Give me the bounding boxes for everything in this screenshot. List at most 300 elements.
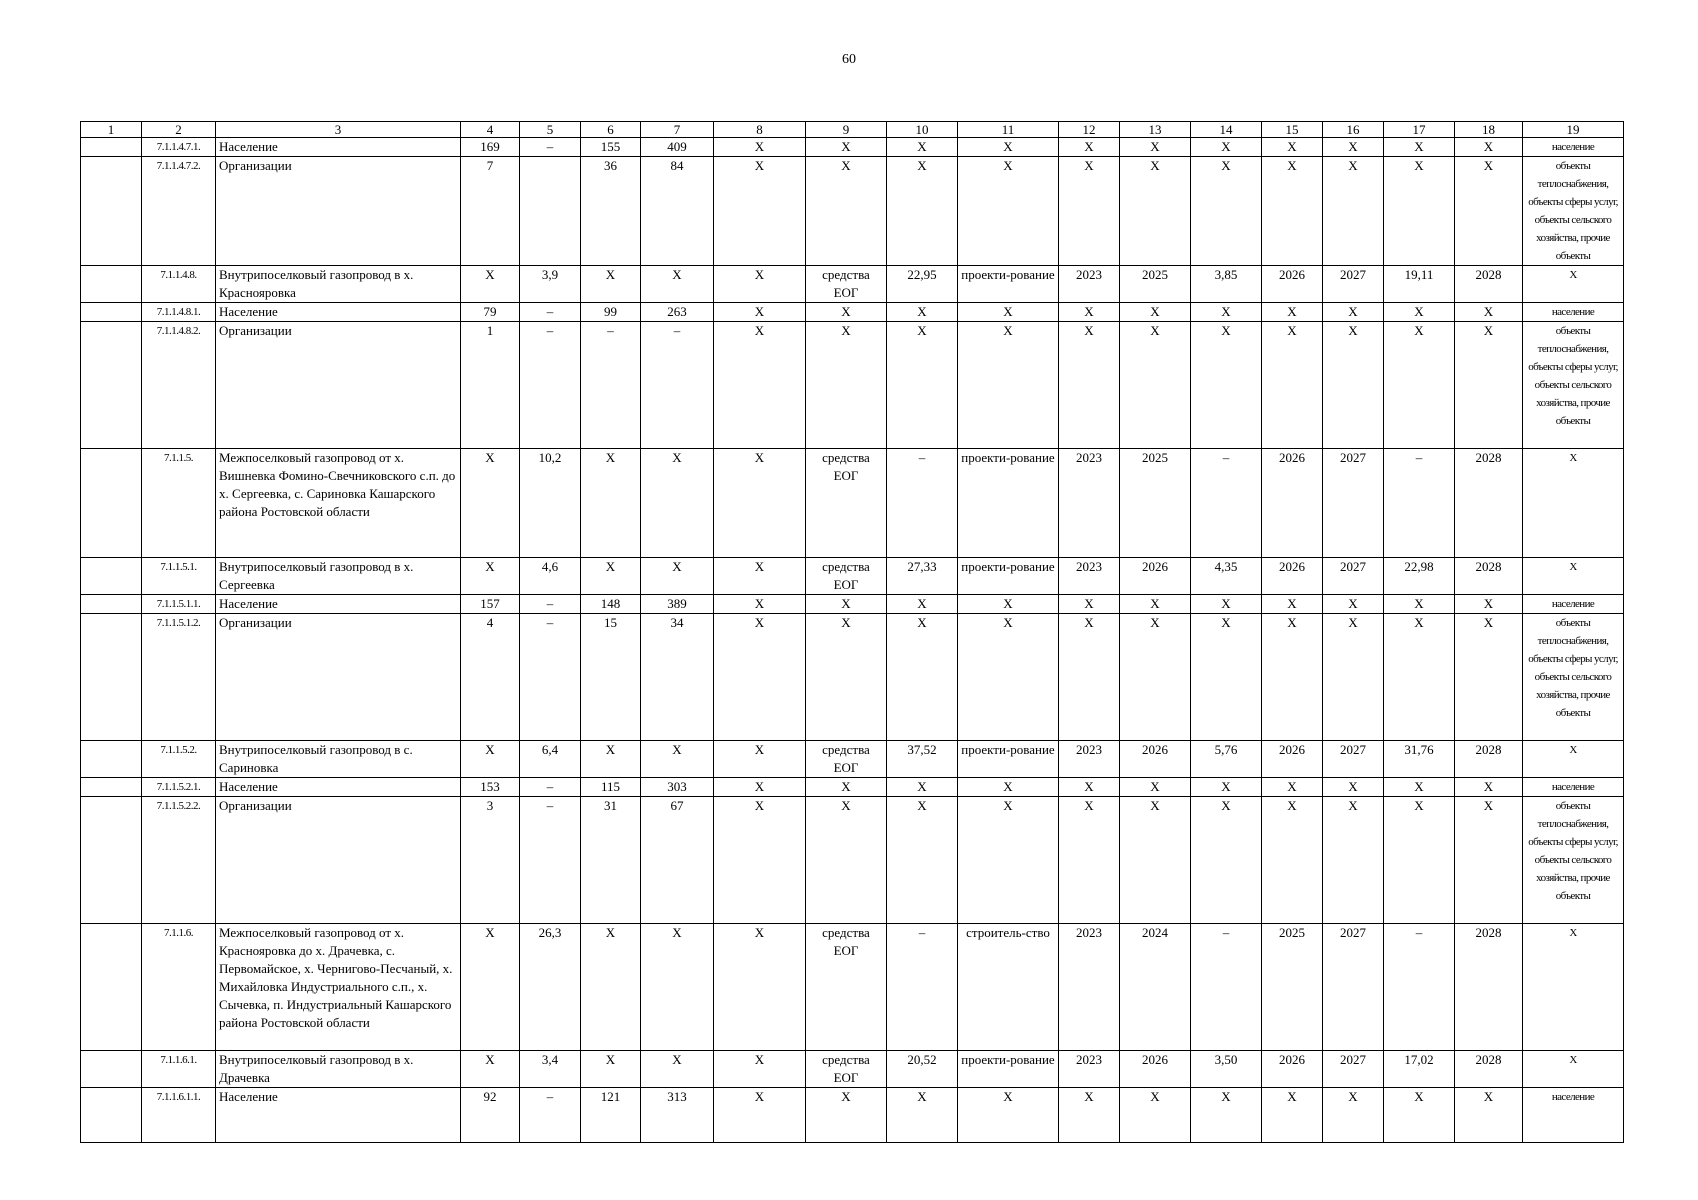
stage-cell: X: [958, 322, 1059, 449]
description-cell: Внутрипоселковый газопровод в с. Сариновка: [216, 741, 461, 778]
col-12-cell: X: [1059, 1088, 1120, 1143]
col-8-cell: X: [714, 322, 806, 449]
col-14-cell: 3,50: [1191, 1051, 1262, 1088]
col-16-cell: 2027: [1323, 1051, 1384, 1088]
stage-cell: проекти-рование: [958, 741, 1059, 778]
col-13-cell: X: [1120, 595, 1191, 614]
col-8-cell: X: [714, 614, 806, 741]
description-cell: Внутрипоселковый газопровод в х. Сергеевка: [216, 558, 461, 595]
col-7-cell: 409: [641, 138, 714, 157]
consumer-type-cell: население: [1523, 595, 1624, 614]
col-16-cell: 2027: [1323, 266, 1384, 303]
cost-cell: X: [887, 157, 958, 266]
col-15-cell: 2026: [1262, 449, 1323, 558]
col-12-cell: X: [1059, 778, 1120, 797]
col-13-cell: 2025: [1120, 266, 1191, 303]
col-18-cell: X: [1455, 614, 1523, 741]
header-cell-16: 16: [1323, 122, 1384, 138]
col-13-cell: X: [1120, 1088, 1191, 1143]
item-number-cell: 7.1.1.5.2.: [142, 741, 216, 778]
funding-source-cell: X: [806, 303, 887, 322]
stage-cell: проекти-рование: [958, 1051, 1059, 1088]
col-4-cell: 79: [461, 303, 520, 322]
description-cell: Население: [216, 778, 461, 797]
length-km-cell: –: [520, 1088, 581, 1143]
col-13-cell: 2026: [1120, 1051, 1191, 1088]
col-15-cell: X: [1262, 303, 1323, 322]
col-4-cell: 92: [461, 1088, 520, 1143]
funding-source-cell: средства ЕОГ: [806, 1051, 887, 1088]
col-4-cell: X: [461, 741, 520, 778]
consumer-type-cell: X: [1523, 266, 1624, 303]
stage-cell: X: [958, 614, 1059, 741]
item-number-cell: 7.1.1.4.8.2.: [142, 322, 216, 449]
col-13-cell: X: [1120, 303, 1191, 322]
col-6-cell: 155: [581, 138, 641, 157]
col-8-cell: X: [714, 449, 806, 558]
col-18-cell: X: [1455, 595, 1523, 614]
table-row: [81, 558, 1624, 595]
col-6-cell: X: [581, 449, 641, 558]
col-6-cell: 36: [581, 157, 641, 266]
funding-source-cell: X: [806, 157, 887, 266]
consumer-type-cell: X: [1523, 924, 1624, 1051]
table-row: [81, 778, 1624, 797]
table-row: [81, 449, 1624, 558]
header-cell-2: 2: [142, 122, 216, 138]
col-17-cell: X: [1384, 797, 1455, 924]
funding-source-cell: X: [806, 322, 887, 449]
col-6-cell: –: [581, 322, 641, 449]
col-15-cell: X: [1262, 614, 1323, 741]
col-1-cell: [81, 595, 142, 614]
col-16-cell: X: [1323, 614, 1384, 741]
length-km-cell: –: [520, 778, 581, 797]
cost-cell: X: [887, 778, 958, 797]
col-12-cell: X: [1059, 614, 1120, 741]
col-7-cell: –: [641, 322, 714, 449]
col-7-cell: X: [641, 266, 714, 303]
col-4-cell: X: [461, 924, 520, 1051]
col-13-cell: 2025: [1120, 449, 1191, 558]
col-15-cell: 2026: [1262, 741, 1323, 778]
cost-cell: –: [887, 924, 958, 1051]
col-7-cell: X: [641, 558, 714, 595]
col-12-cell: 2023: [1059, 558, 1120, 595]
col-1-cell: [81, 741, 142, 778]
col-15-cell: 2026: [1262, 1051, 1323, 1088]
col-18-cell: X: [1455, 797, 1523, 924]
col-14-cell: –: [1191, 924, 1262, 1051]
col-4-cell: X: [461, 266, 520, 303]
cost-cell: X: [887, 303, 958, 322]
col-17-cell: 19,11: [1384, 266, 1455, 303]
funding-source-cell: X: [806, 778, 887, 797]
col-1-cell: [81, 303, 142, 322]
col-7-cell: 67: [641, 797, 714, 924]
header-cell-7: 7: [641, 122, 714, 138]
description-cell: Организации: [216, 797, 461, 924]
col-7-cell: X: [641, 1051, 714, 1088]
col-7-cell: X: [641, 741, 714, 778]
cost-cell: X: [887, 322, 958, 449]
col-8-cell: X: [714, 138, 806, 157]
col-6-cell: 148: [581, 595, 641, 614]
col-14-cell: X: [1191, 157, 1262, 266]
table-row: [81, 797, 1624, 924]
description-cell: Организации: [216, 322, 461, 449]
col-4-cell: 157: [461, 595, 520, 614]
funding-source-cell: средства ЕОГ: [806, 924, 887, 1051]
col-17-cell: X: [1384, 157, 1455, 266]
header-cell-12: 12: [1059, 122, 1120, 138]
col-12-cell: X: [1059, 322, 1120, 449]
description-cell: Внутрипоселковый газопровод в х. Драчевка: [216, 1051, 461, 1088]
col-6-cell: 115: [581, 778, 641, 797]
cost-cell: X: [887, 614, 958, 741]
consumer-type-cell: население: [1523, 303, 1624, 322]
col-1-cell: [81, 797, 142, 924]
consumer-type-cell: объекты теплоснабжения, объекты сферы услуг, объекты сельского хозяйства, прочие объекты: [1523, 157, 1624, 266]
length-km-cell: 10,2: [520, 449, 581, 558]
col-1-cell: [81, 1088, 142, 1143]
description-cell: Внутрипоселковый газопровод в х. Краснояровка: [216, 266, 461, 303]
gas-pipeline-table: [80, 121, 1624, 1143]
col-8-cell: X: [714, 157, 806, 266]
length-km-cell: 26,3: [520, 924, 581, 1051]
col-18-cell: 2028: [1455, 1051, 1523, 1088]
col-8-cell: X: [714, 1051, 806, 1088]
col-6-cell: X: [581, 741, 641, 778]
col-1-cell: [81, 449, 142, 558]
col-16-cell: 2027: [1323, 558, 1384, 595]
length-km-cell: 6,4: [520, 741, 581, 778]
header-cell-5: 5: [520, 122, 581, 138]
funding-source-cell: средства ЕОГ: [806, 266, 887, 303]
col-8-cell: X: [714, 266, 806, 303]
col-17-cell: X: [1384, 303, 1455, 322]
col-18-cell: 2028: [1455, 266, 1523, 303]
table-row: [81, 1051, 1624, 1088]
col-12-cell: X: [1059, 303, 1120, 322]
col-8-cell: X: [714, 924, 806, 1051]
col-16-cell: X: [1323, 322, 1384, 449]
stage-cell: X: [958, 797, 1059, 924]
description-cell: Население: [216, 138, 461, 157]
page-number: 60: [842, 52, 856, 67]
stage-cell: X: [958, 1088, 1059, 1143]
consumer-type-cell: объекты теплоснабжения, объекты сферы услуг, объекты сельского хозяйства, прочие объекты: [1523, 614, 1624, 741]
stage-cell: X: [958, 138, 1059, 157]
col-4-cell: 4: [461, 614, 520, 741]
col-15-cell: X: [1262, 797, 1323, 924]
stage-cell: строитель-ство: [958, 924, 1059, 1051]
consumer-type-cell: население: [1523, 1088, 1624, 1143]
col-8-cell: X: [714, 778, 806, 797]
col-7-cell: 263: [641, 303, 714, 322]
length-km-cell: –: [520, 303, 581, 322]
header-cell-19: 19: [1523, 122, 1624, 138]
col-15-cell: X: [1262, 778, 1323, 797]
consumer-type-cell: X: [1523, 449, 1624, 558]
funding-source-cell: средства ЕОГ: [806, 558, 887, 595]
col-6-cell: 31: [581, 797, 641, 924]
funding-source-cell: X: [806, 138, 887, 157]
stage-cell: проекти-рование: [958, 558, 1059, 595]
col-16-cell: X: [1323, 157, 1384, 266]
description-cell: Организации: [216, 157, 461, 266]
consumer-type-cell: объекты теплоснабжения, объекты сферы услуг, объекты сельского хозяйства, прочие объекты: [1523, 322, 1624, 449]
col-7-cell: X: [641, 924, 714, 1051]
col-12-cell: 2023: [1059, 266, 1120, 303]
funding-source-cell: X: [806, 797, 887, 924]
table-row: [81, 157, 1624, 266]
length-km-cell: [520, 157, 581, 266]
col-17-cell: X: [1384, 595, 1455, 614]
stage-cell: проекти-рование: [958, 449, 1059, 558]
col-15-cell: 2025: [1262, 924, 1323, 1051]
table-row: [81, 595, 1624, 614]
col-12-cell: X: [1059, 138, 1120, 157]
col-18-cell: X: [1455, 303, 1523, 322]
item-number-cell: 7.1.1.4.8.1.: [142, 303, 216, 322]
table-row: [81, 614, 1624, 741]
item-number-cell: 7.1.1.6.1.: [142, 1051, 216, 1088]
header-row: [81, 122, 1624, 138]
col-17-cell: X: [1384, 778, 1455, 797]
description-cell: Население: [216, 595, 461, 614]
stage-cell: X: [958, 595, 1059, 614]
col-13-cell: X: [1120, 778, 1191, 797]
col-13-cell: 2026: [1120, 558, 1191, 595]
item-number-cell: 7.1.1.6.1.1.: [142, 1088, 216, 1143]
col-8-cell: X: [714, 797, 806, 924]
length-km-cell: –: [520, 797, 581, 924]
col-7-cell: 84: [641, 157, 714, 266]
table-row: [81, 924, 1624, 1051]
col-4-cell: 169: [461, 138, 520, 157]
col-17-cell: 31,76: [1384, 741, 1455, 778]
item-number-cell: 7.1.1.5.2.2.: [142, 797, 216, 924]
cost-cell: 20,52: [887, 1051, 958, 1088]
col-6-cell: 99: [581, 303, 641, 322]
col-16-cell: X: [1323, 797, 1384, 924]
col-13-cell: X: [1120, 322, 1191, 449]
col-17-cell: –: [1384, 924, 1455, 1051]
cost-cell: 27,33: [887, 558, 958, 595]
length-km-cell: –: [520, 595, 581, 614]
col-16-cell: X: [1323, 138, 1384, 157]
length-km-cell: –: [520, 614, 581, 741]
item-number-cell: 7.1.1.4.7.2.: [142, 157, 216, 266]
header-cell-17: 17: [1384, 122, 1455, 138]
col-4-cell: 3: [461, 797, 520, 924]
col-1-cell: [81, 266, 142, 303]
col-12-cell: 2023: [1059, 1051, 1120, 1088]
funding-source-cell: X: [806, 614, 887, 741]
col-16-cell: 2027: [1323, 741, 1384, 778]
col-15-cell: X: [1262, 138, 1323, 157]
cost-cell: –: [887, 449, 958, 558]
col-4-cell: X: [461, 1051, 520, 1088]
col-18-cell: X: [1455, 157, 1523, 266]
col-17-cell: X: [1384, 138, 1455, 157]
col-6-cell: 121: [581, 1088, 641, 1143]
funding-source-cell: средства ЕОГ: [806, 449, 887, 558]
item-number-cell: 7.1.1.5.2.1.: [142, 778, 216, 797]
col-4-cell: 153: [461, 778, 520, 797]
col-7-cell: 34: [641, 614, 714, 741]
funding-source-cell: X: [806, 595, 887, 614]
col-13-cell: 2024: [1120, 924, 1191, 1051]
col-17-cell: –: [1384, 449, 1455, 558]
col-8-cell: X: [714, 1088, 806, 1143]
col-14-cell: 4,35: [1191, 558, 1262, 595]
consumer-type-cell: X: [1523, 558, 1624, 595]
col-13-cell: 2026: [1120, 741, 1191, 778]
col-12-cell: 2023: [1059, 449, 1120, 558]
col-15-cell: X: [1262, 157, 1323, 266]
col-1-cell: [81, 138, 142, 157]
header-cell-11: 11: [958, 122, 1059, 138]
col-4-cell: 7: [461, 157, 520, 266]
item-number-cell: 7.1.1.5.1.: [142, 558, 216, 595]
col-12-cell: 2023: [1059, 924, 1120, 1051]
col-1-cell: [81, 558, 142, 595]
col-17-cell: X: [1384, 1088, 1455, 1143]
col-1-cell: [81, 322, 142, 449]
col-14-cell: X: [1191, 595, 1262, 614]
header-cell-10: 10: [887, 122, 958, 138]
col-7-cell: 313: [641, 1088, 714, 1143]
header-cell-14: 14: [1191, 122, 1262, 138]
header-cell-15: 15: [1262, 122, 1323, 138]
col-14-cell: 5,76: [1191, 741, 1262, 778]
col-14-cell: X: [1191, 322, 1262, 449]
col-15-cell: X: [1262, 1088, 1323, 1143]
description-cell: Организации: [216, 614, 461, 741]
col-6-cell: X: [581, 558, 641, 595]
header-cell-3: 3: [216, 122, 461, 138]
col-14-cell: X: [1191, 614, 1262, 741]
col-14-cell: X: [1191, 1088, 1262, 1143]
header-cell-8: 8: [714, 122, 806, 138]
col-7-cell: 303: [641, 778, 714, 797]
col-18-cell: 2028: [1455, 741, 1523, 778]
length-km-cell: 3,4: [520, 1051, 581, 1088]
col-6-cell: X: [581, 924, 641, 1051]
cost-cell: X: [887, 595, 958, 614]
col-18-cell: 2028: [1455, 924, 1523, 1051]
col-18-cell: X: [1455, 138, 1523, 157]
col-7-cell: X: [641, 449, 714, 558]
col-1-cell: [81, 924, 142, 1051]
length-km-cell: 4,6: [520, 558, 581, 595]
col-16-cell: X: [1323, 1088, 1384, 1143]
consumer-type-cell: население: [1523, 778, 1624, 797]
col-1-cell: [81, 157, 142, 266]
col-8-cell: X: [714, 558, 806, 595]
col-8-cell: X: [714, 303, 806, 322]
col-4-cell: X: [461, 449, 520, 558]
description-cell: Межпоселковый газопровод от х. Краснояровка до х. Драчевка, с. Первомайское, х. Чернигово-Песчаный, х. Михайловка Индустриального с.п., х. Сычевка, п. Индустриальный Кашарского района Ростовской области: [216, 924, 461, 1051]
col-1-cell: [81, 778, 142, 797]
consumer-type-cell: X: [1523, 1051, 1624, 1088]
stage-cell: X: [958, 303, 1059, 322]
col-18-cell: X: [1455, 322, 1523, 449]
col-4-cell: 1: [461, 322, 520, 449]
col-18-cell: X: [1455, 778, 1523, 797]
col-4-cell: X: [461, 558, 520, 595]
table-row: [81, 138, 1624, 157]
item-number-cell: 7.1.1.4.8.: [142, 266, 216, 303]
col-17-cell: 22,98: [1384, 558, 1455, 595]
col-15-cell: 2026: [1262, 266, 1323, 303]
col-6-cell: X: [581, 266, 641, 303]
col-17-cell: X: [1384, 322, 1455, 449]
header-cell-9: 9: [806, 122, 887, 138]
cost-cell: X: [887, 1088, 958, 1143]
table-row: [81, 322, 1624, 449]
item-number-cell: 7.1.1.6.: [142, 924, 216, 1051]
col-14-cell: X: [1191, 797, 1262, 924]
col-13-cell: X: [1120, 614, 1191, 741]
col-1-cell: [81, 1051, 142, 1088]
item-number-cell: 7.1.1.5.1.1.: [142, 595, 216, 614]
col-15-cell: X: [1262, 595, 1323, 614]
col-8-cell: X: [714, 595, 806, 614]
col-16-cell: X: [1323, 778, 1384, 797]
col-18-cell: 2028: [1455, 449, 1523, 558]
col-1-cell: [81, 614, 142, 741]
consumer-type-cell: население: [1523, 138, 1624, 157]
col-6-cell: 15: [581, 614, 641, 741]
col-14-cell: X: [1191, 303, 1262, 322]
cost-cell: 37,52: [887, 741, 958, 778]
header-cell-6: 6: [581, 122, 641, 138]
table-row: [81, 303, 1624, 322]
col-14-cell: X: [1191, 138, 1262, 157]
col-13-cell: X: [1120, 138, 1191, 157]
length-km-cell: –: [520, 322, 581, 449]
description-cell: Межпоселковый газопровод от х. Вишневка Фомино-Свечниковского с.п. до х. Сергеевка, с. Сариновка Кашарского района Ростовской области: [216, 449, 461, 558]
col-14-cell: –: [1191, 449, 1262, 558]
col-6-cell: X: [581, 1051, 641, 1088]
col-12-cell: X: [1059, 595, 1120, 614]
header-cell-1: 1: [81, 122, 142, 138]
table-row: [81, 741, 1624, 778]
consumer-type-cell: объекты теплоснабжения, объекты сферы услуг, объекты сельского хозяйства, прочие объекты: [1523, 797, 1624, 924]
cost-cell: X: [887, 138, 958, 157]
col-13-cell: X: [1120, 797, 1191, 924]
description-cell: Население: [216, 303, 461, 322]
header-cell-18: 18: [1455, 122, 1523, 138]
col-16-cell: 2027: [1323, 449, 1384, 558]
funding-source-cell: средства ЕОГ: [806, 741, 887, 778]
cost-cell: X: [887, 797, 958, 924]
col-16-cell: 2027: [1323, 924, 1384, 1051]
funding-source-cell: X: [806, 1088, 887, 1143]
length-km-cell: –: [520, 138, 581, 157]
table-row: [81, 1088, 1624, 1143]
stage-cell: проекти-рование: [958, 266, 1059, 303]
col-16-cell: X: [1323, 595, 1384, 614]
item-number-cell: 7.1.1.4.7.1.: [142, 138, 216, 157]
col-18-cell: 2028: [1455, 558, 1523, 595]
col-15-cell: X: [1262, 322, 1323, 449]
item-number-cell: 7.1.1.5.: [142, 449, 216, 558]
col-14-cell: X: [1191, 778, 1262, 797]
